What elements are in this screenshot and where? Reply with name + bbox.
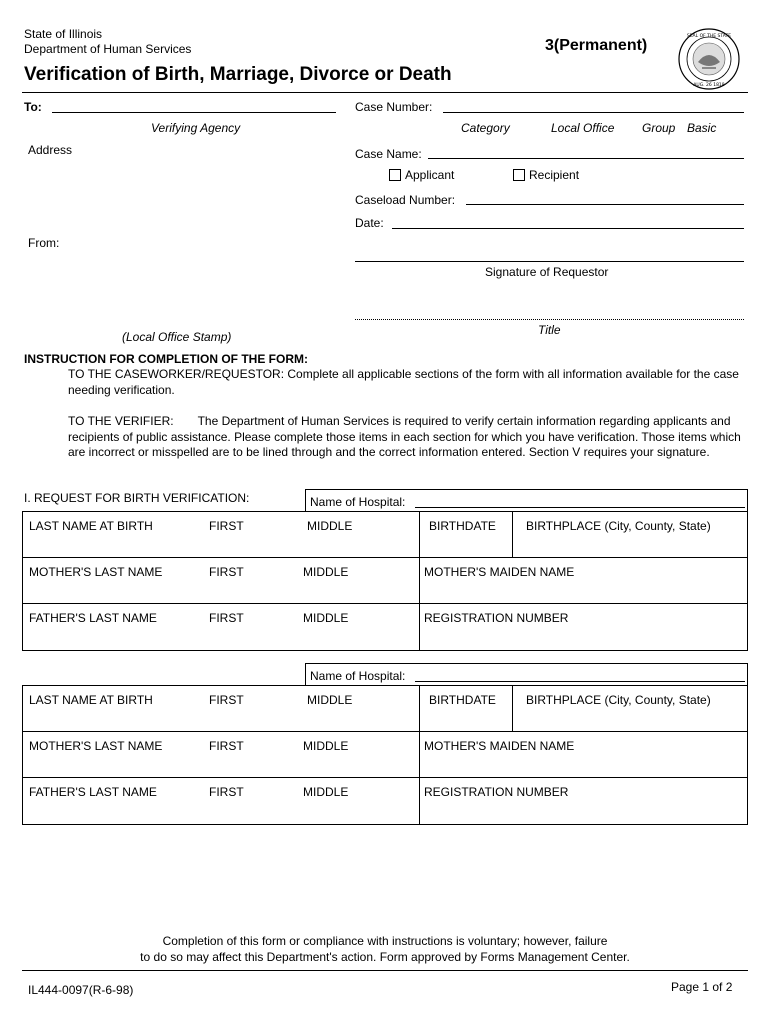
mothers-middle-label: MIDDLE [303,565,349,579]
fathers-first-label: FIRST [209,785,244,799]
fathers-first-label: FIRST [209,611,244,625]
instructions-heading: INSTRUCTION FOR COMPLETION OF THE FORM: [24,352,308,366]
form-id: IL444-0097(R-6-98) [28,983,134,997]
middle-name-label: MIDDLE [307,519,353,533]
divider [419,732,420,777]
table-row [23,686,747,732]
basic-label: Basic [687,121,717,135]
local-office-stamp-label: (Local Office Stamp) [122,330,232,344]
applicant-option[interactable] [389,168,454,182]
table-row [23,558,747,604]
last-name-at-birth-label: LAST NAME AT BIRTH [29,693,153,707]
table-row [23,778,747,824]
title-field[interactable] [355,319,744,320]
hospital-field-1[interactable] [415,507,745,508]
divider [419,686,420,731]
verifier-instructions [68,414,750,461]
hospital-label-1: Name of Hospital: [310,495,406,509]
first-name-label: FIRST [209,519,244,533]
mothers-last-name-label: MOTHER'S LAST NAME [29,565,163,579]
hospital-label-2: Name of Hospital: [310,669,406,683]
divider [419,778,420,824]
divider [512,512,513,557]
voluntary-notice-line-1: Completion of this form or compliance with instructions is voluntary; however, failure [162,934,608,948]
registration-number-label: REGISTRATION NUMBER [424,785,569,799]
birthplace-label: BIRTHPLACE (City, County, State) [526,693,711,707]
birthdate-label: BIRTHDATE [429,693,496,707]
applicant-label: Applicant [405,168,455,182]
mothers-first-label: FIRST [209,739,244,753]
mothers-middle-label: MIDDLE [303,739,349,753]
page-number: Page 1 of 2 [671,980,733,994]
signature-label: Signature of Requestor [485,265,609,279]
case-number-field[interactable] [443,112,744,113]
table-row [23,604,747,650]
applicant-checkbox[interactable] [389,169,401,181]
state-seal-icon [678,28,740,90]
hospital-field-2[interactable] [415,681,745,682]
fathers-last-name-label: FATHER'S LAST NAME [29,611,157,625]
birthdate-label: BIRTHDATE [429,519,496,533]
group-label: Group [642,121,676,135]
state-name: State of Illinois [24,27,103,41]
table-row [23,732,747,778]
divider [419,558,420,603]
case-name-field[interactable] [428,158,744,159]
mothers-maiden-name-label: MOTHER'S MAIDEN NAME [424,565,575,579]
address-label: Address [28,143,73,157]
first-name-label: FIRST [209,693,244,707]
birth-table-1 [22,511,748,651]
header-rule [22,92,748,93]
divider [419,512,420,557]
mothers-first-label: FIRST [209,565,244,579]
page-title: Verification of Birth, Marriage, Divorce or Death [24,64,452,85]
seal-lettering: SEAL OF THE STATE [686,34,732,39]
caseworker-instructions: TO THE CASEWORKER/REQUESTOR: Complete all applicable sections of the form with all information available for the case needing verification. [68,367,739,397]
date-label: Date: [355,216,384,230]
fathers-middle-label: MIDDLE [303,611,349,625]
case-name-label: Case Name: [355,147,422,161]
case-number-label: Case Number: [355,100,433,114]
hospital-box-2 [305,663,748,686]
fathers-last-name-label: FATHER'S LAST NAME [29,785,157,799]
last-name-at-birth-label: LAST NAME AT BIRTH [29,519,153,533]
recipient-label: Recipient [529,168,580,182]
voluntary-notice-line-2: to do so may affect this Department's action. Form approved by Forms Management Center. [140,950,630,964]
registration-number-label: REGISTRATION NUMBER [424,611,569,625]
verifier-label: TO THE VERIFIER: [68,414,174,428]
divider [512,686,513,731]
form-code: 3(Permanent) [545,37,648,54]
birth-table-2 [22,685,748,825]
date-field[interactable] [392,228,744,229]
department-name: Department of Human Services [24,42,192,56]
birthplace-label: BIRTHPLACE (City, County, State) [526,519,711,533]
fathers-middle-label: MIDDLE [303,785,349,799]
table-row [23,512,747,558]
divider [419,604,420,650]
verifying-agency-label: Verifying Agency [151,121,241,135]
recipient-option[interactable] [513,168,579,182]
caseload-number-field[interactable] [466,204,744,205]
verifier-text: The Department of Human Services is required to verify certain information regarding applicants and recipients of public assistance. Please complete those items in each section for which you have verification. Those items which are incorrect or misspelled are to be lined through and the correct information entered. Section V requires your signature. [68,414,741,459]
mothers-last-name-label: MOTHER'S LAST NAME [29,739,163,753]
middle-name-label: MIDDLE [307,693,353,707]
signature-field[interactable] [355,261,744,262]
mothers-maiden-name-label: MOTHER'S MAIDEN NAME [424,739,575,753]
seal-date: AUG. 26 1818 [693,83,725,88]
recipient-checkbox[interactable] [513,169,525,181]
title-label: Title [538,323,561,337]
caseload-number-label: Caseload Number: [355,193,456,207]
footer-rule [22,970,748,971]
local-office-label: Local Office [551,121,615,135]
from-label: From: [28,236,60,250]
category-label: Category [461,121,510,135]
hospital-box-1 [305,489,748,512]
to-label: To: [24,100,42,114]
birth-section-heading: I. REQUEST FOR BIRTH VERIFICATION: [24,491,250,505]
to-field[interactable] [52,112,336,113]
